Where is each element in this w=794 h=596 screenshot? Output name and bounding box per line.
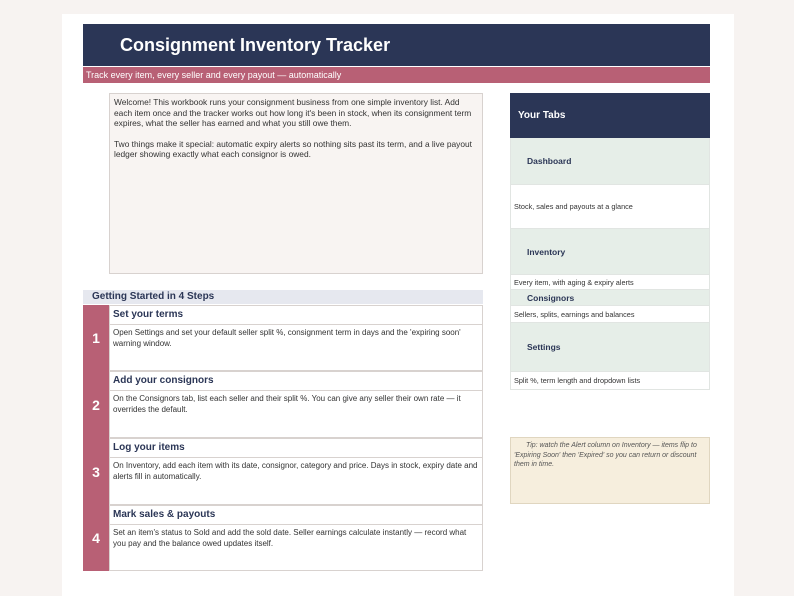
tab-dashboard[interactable]: Dashboard <box>510 138 710 184</box>
welcome-paragraph-1: Welcome! This workbook runs your consignment business from one simple inventory list. Add each item once and the tracker works out how long it's been in stock, when its consignment term expires, what the seller has earned and what you still owe them. <box>114 97 472 129</box>
step-number: 2 <box>83 371 109 438</box>
tip-box: Tip: watch the Alert column on Inventory — items flip to 'Expiring Soon' then 'Expired' so you can return or discount them in time. <box>510 437 710 504</box>
tab-dashboard-description: Stock, sales and payouts at a glance <box>510 184 710 229</box>
step-number: 4 <box>83 505 109 571</box>
step-text: Set an item's status to Sold and add the sold date. Seller earnings calculate instantly — record what you pay and the balance owed updates itself. <box>109 524 483 571</box>
step-text: On the Consignors tab, list each seller and their split %. You can give any seller their own rate — it overrides the default. <box>109 390 483 438</box>
step-title: Mark sales & payouts <box>109 505 483 524</box>
tab-inventory-description: Every item, with aging & expiry alerts <box>510 274 710 290</box>
step-text: Open Settings and set your default seller split %, consignment term in days and the 'expiring soon' warning window. <box>109 324 483 371</box>
tab-consignors[interactable]: Consignors <box>510 290 710 305</box>
welcome-text-box[interactable] <box>109 93 483 274</box>
getting-started-heading: Getting Started in 4 Steps <box>83 290 483 304</box>
tabs-heading: Your Tabs <box>510 93 710 138</box>
step-title: Log your items <box>109 438 483 457</box>
step-title: Add your consignors <box>109 371 483 390</box>
step-3 <box>83 438 483 505</box>
tab-consignors-description: Sellers, splits, earnings and balances <box>510 305 710 323</box>
step-number: 1 <box>83 305 109 371</box>
step-text: On Inventory, add each item with its date, consignor, category and price. Days in stock, expiry date and alerts fill in automatically. <box>109 457 483 505</box>
step-2 <box>83 371 483 438</box>
step-1 <box>83 305 483 371</box>
tab-settings[interactable]: Settings <box>510 323 710 371</box>
welcome-paragraph-2: Two things make it special: automatic expiry alerts so nothing sits past its term, and a live payout ledger showing exactly what each consignor is owed. <box>114 138 472 160</box>
tab-settings-description: Split %, term length and dropdown lists <box>510 371 710 390</box>
step-number: 3 <box>83 438 109 505</box>
step-4 <box>83 505 483 571</box>
step-title: Set your terms <box>109 305 483 324</box>
page-title: Consignment Inventory Tracker <box>83 24 710 66</box>
tab-inventory[interactable]: Inventory <box>510 229 710 274</box>
page-subtitle: Track every item, every seller and every payout — automatically <box>83 67 710 83</box>
